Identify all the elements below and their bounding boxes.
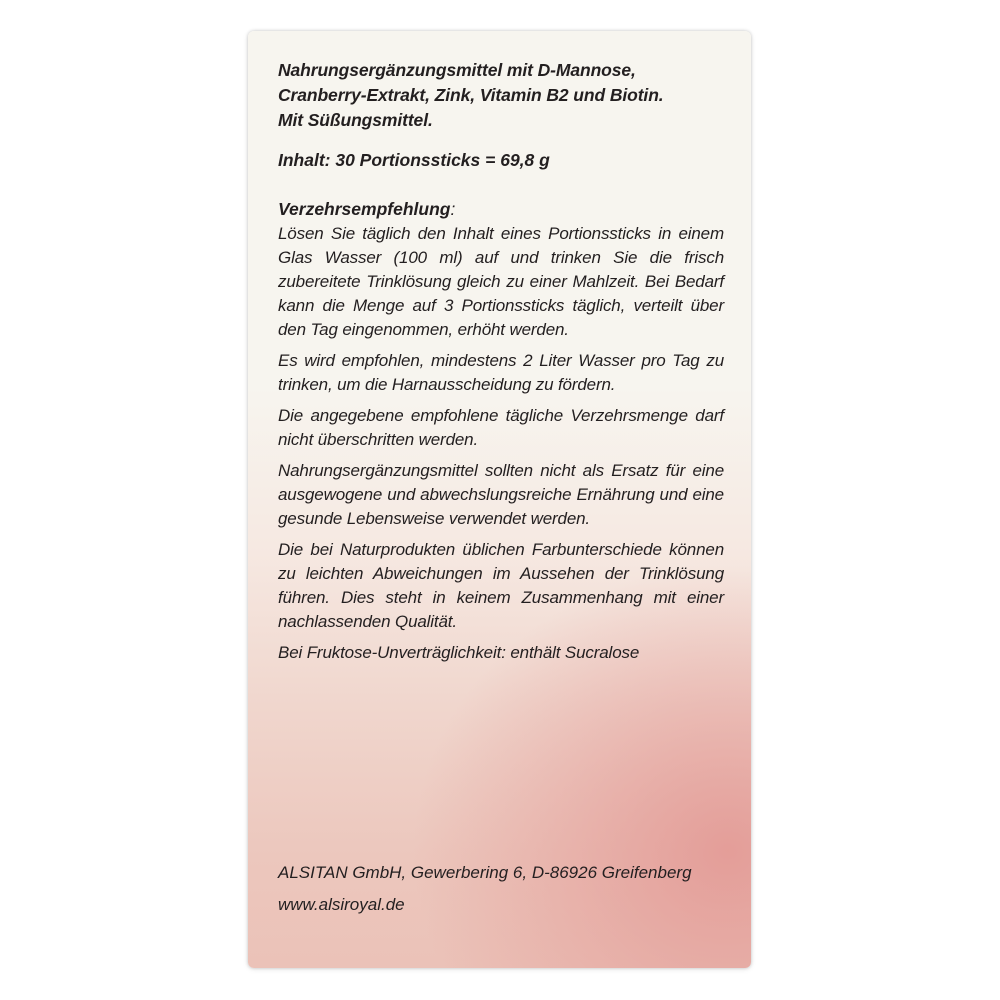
label-text-block xyxy=(278,58,724,672)
max-dose-warning-paragraph: Die angegebene empfohlene tägliche Verzehrsmenge darf nicht überschritten werden. xyxy=(278,406,724,449)
net-contents: Inhalt: 30 Portionssticks = 69,8 g xyxy=(278,150,550,170)
package-back-panel xyxy=(248,31,751,968)
diet-notice-paragraph: Nahrungsergänzungsmittel sollten nicht als Ersatz für eine ausgewogene und abwechslungsreiche Ernährung und eine gesunde Lebensweise verwendet werden. xyxy=(278,461,724,528)
recommendation-heading-text: Verzehrsempfehlung xyxy=(278,199,451,219)
color-variation-paragraph: Die bei Naturprodukten üblichen Farbunterschiede können zu leichten Abweichungen im Aussehen der Trinklösung führen. Dies steht in keinem Zusammenhang mit einer nachlassenden Qualität. xyxy=(278,540,724,631)
product-description-line-3: Mit Süßungsmittel. xyxy=(278,110,433,130)
product-description-line-1: Nahrungsergänzungsmittel mit D-Mannose, xyxy=(278,60,636,80)
dosage-paragraph: Lösen Sie täglich den Inhalt eines Portionssticks in einem Glas Wasser (100 ml) auf und trinken Sie die frisch zubereitete Trinklösung gleich zu einer Mahlzeit. Bei Bedarf kann die Menge auf 3 Portionssticks täglich, verteilt über den Tag eingenommen, erhöht werden. xyxy=(278,224,724,339)
fructose-notice-paragraph: Bei Fruktose-Unverträglichkeit: enthält Sucralose xyxy=(278,643,640,662)
product-description xyxy=(278,58,724,133)
manufacturer-info xyxy=(278,857,692,921)
recommendation-heading-colon: : xyxy=(450,199,456,219)
manufacturer-website: www.alsiroyal.de xyxy=(278,895,405,914)
manufacturer-address: ALSITAN GmbH, Gewerbering 6, D-86926 Greifenberg xyxy=(278,863,692,882)
product-description-line-2: Cranberry-Extrakt, Zink, Vitamin B2 und Biotin. xyxy=(278,85,664,105)
recommendation-heading xyxy=(278,197,724,222)
water-intake-paragraph: Es wird empfohlen, mindestens 2 Liter Wasser pro Tag zu trinken, um die Harnausscheidung zu fördern. xyxy=(278,351,724,394)
